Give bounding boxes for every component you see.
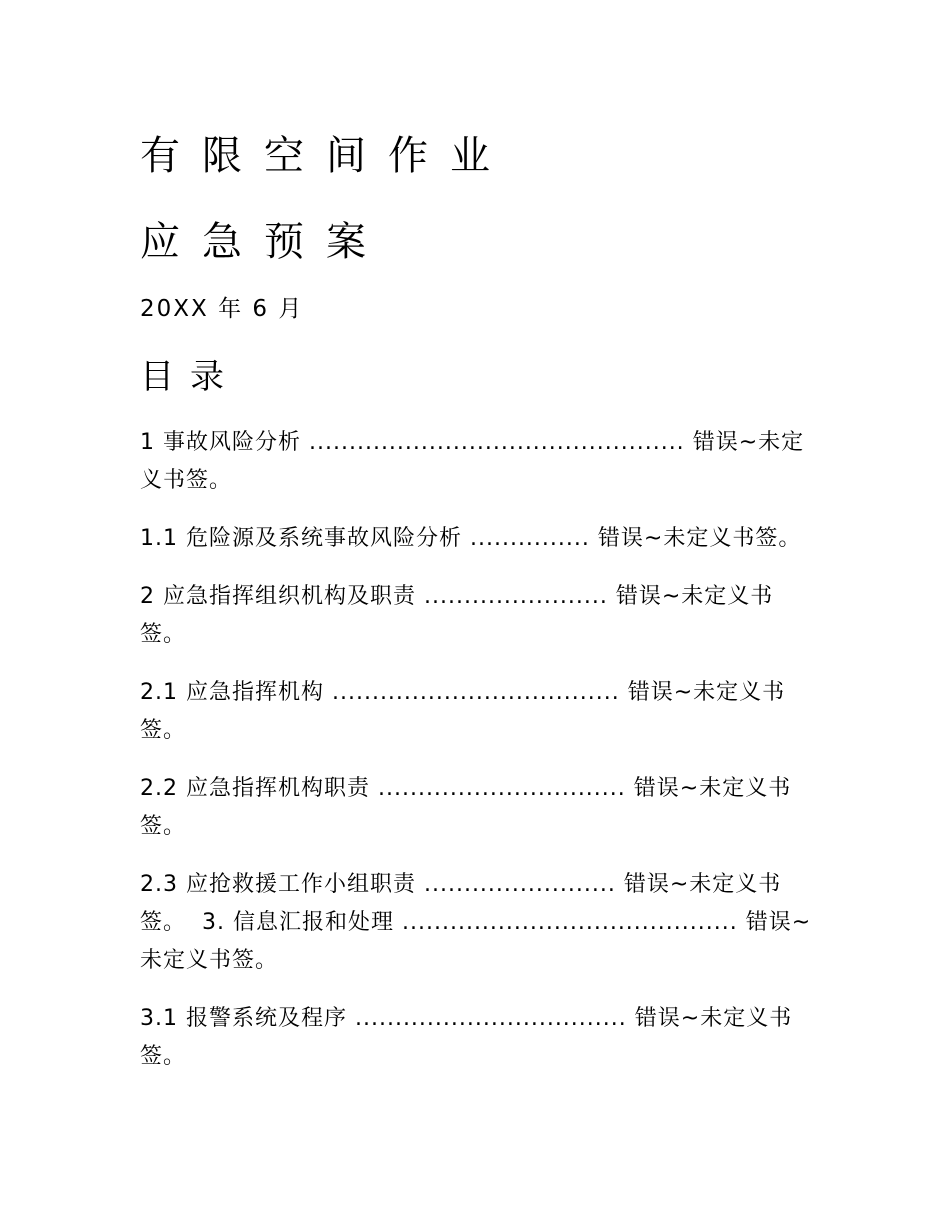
toc-entry-2-1[interactable] xyxy=(140,674,818,750)
toc-entry-dots: .................................. xyxy=(354,1006,627,1031)
toc-entry-label: 3.1 报警系统及程序 xyxy=(140,1006,347,1031)
toc-entry-2[interactable] xyxy=(140,578,818,654)
toc-entry-label: 2.3 应抢救援工作小组职责 xyxy=(140,872,416,897)
toc-entry-dots: ........................ xyxy=(423,872,616,897)
toc-entry-ref: 错误~未定义书签。 xyxy=(140,680,786,743)
toc-entry-1[interactable] xyxy=(140,424,818,500)
toc-entry-ref: 错误~未定义书签。 xyxy=(140,1006,793,1069)
toc-entry-label: 2.1 应急指挥机构 xyxy=(140,680,324,705)
toc-entry-dots: ............................................... xyxy=(309,430,685,455)
toc-heading: 目录 xyxy=(140,357,240,397)
toc-entry-ref: 错误~未定义书签。 xyxy=(140,430,805,493)
toc-entry-dots: .................................... xyxy=(331,680,620,705)
toc-entry-dots: ............................... xyxy=(377,776,626,801)
toc-entry-3-ref: 错误~未定义书签。 xyxy=(140,910,812,973)
toc-entry-label: 2.2 应急指挥机构职责 xyxy=(140,776,370,801)
toc-entry-label: 1 事故风险分析 xyxy=(140,430,301,455)
table-of-contents xyxy=(140,424,818,1096)
toc-entry-ref: 错误~未定义书签。 xyxy=(597,526,802,551)
toc-entry-ref: 错误~未定义书签。 xyxy=(140,584,774,647)
toc-entry-1-1[interactable] xyxy=(140,520,818,558)
toc-entry-ref: 错误~未定义书签。 xyxy=(140,776,792,839)
toc-entry-3-label[interactable]: 3. 信息汇报和处理 xyxy=(202,910,394,935)
toc-entry-3-1[interactable] xyxy=(140,1000,818,1076)
toc-entry-3-dots: .......................................... xyxy=(402,910,738,935)
document-date: 20XX 年 6 月 xyxy=(140,296,304,322)
toc-entry-label: 2 应急指挥组织机构及职责 xyxy=(140,584,416,609)
document-title-line1: 有限空间作业 xyxy=(140,133,512,179)
document-title-line2: 应急预案 xyxy=(140,219,388,265)
toc-entry-dots: ....................... xyxy=(424,584,608,609)
toc-entry-2-2[interactable] xyxy=(140,770,818,846)
toc-entry-label: 1.1 危险源及系统事故风险分析 xyxy=(140,526,462,551)
toc-entry-2-3[interactable] xyxy=(140,866,818,980)
toc-entry-dots: ............... xyxy=(469,526,590,551)
toc-entry-ref: 错误~未定义书签。 xyxy=(140,872,782,935)
